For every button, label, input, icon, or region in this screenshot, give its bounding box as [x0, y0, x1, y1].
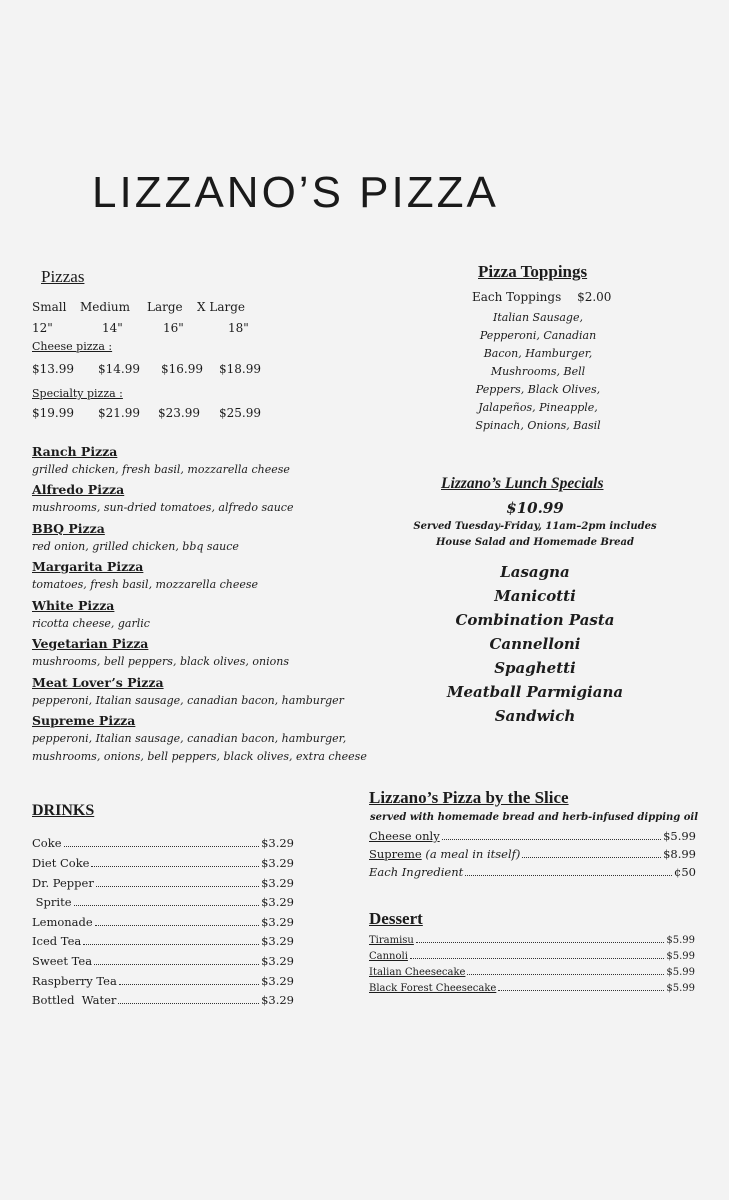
pizza-vegetarian-name: Vegetarian Pizza: [32, 636, 149, 651]
slice-name: Each Ingredient: [369, 865, 464, 879]
lunch-item: Lasagna: [500, 563, 570, 581]
dessert-price: $5.99: [666, 935, 695, 946]
drink-price: $3.29: [261, 993, 294, 1007]
lunch-price: $10.99: [506, 499, 564, 517]
list-item: [32, 876, 294, 890]
cheese-price-xlarge: $18.99: [219, 362, 261, 376]
each-topping-label: [472, 290, 611, 304]
specialty-price-medium: $21.99: [98, 406, 140, 420]
size-small: Small: [32, 300, 67, 314]
dessert-price: $5.99: [666, 967, 695, 978]
leader-dots: [74, 904, 260, 906]
slice-name: Cheese only: [369, 829, 440, 843]
pizza-supreme-name: Supreme Pizza: [32, 713, 136, 728]
drink-price: $3.29: [261, 934, 294, 948]
pizza-vegetarian-desc: mushrooms, bell peppers, black olives, onions: [32, 655, 289, 668]
slice-name: Supreme: [369, 847, 422, 861]
specialty-price-small: $19.99: [32, 406, 74, 420]
leader-dots: [119, 983, 259, 985]
dessert-name: Black Forest Cheesecake: [369, 983, 497, 994]
lunch-item: Meatball Parmigiana: [446, 683, 624, 701]
slice-price: ¢50: [674, 865, 696, 879]
lunch-heading: Lizzano’s Lunch Specials: [441, 475, 604, 492]
list-item: [369, 865, 696, 879]
dessert-name: Tiramisu: [369, 935, 414, 946]
dessert-price: $5.99: [666, 951, 695, 962]
slice-note: served with homemade bread and herb-infused dipping oil: [370, 812, 699, 823]
dessert-name: Italian Cheesecake: [369, 967, 466, 978]
pizza-ranch-desc: grilled chicken, fresh basil, mozzarella cheese: [32, 463, 290, 476]
pizza-alfredo-name: Alfredo Pizza: [32, 482, 125, 497]
topping-line: Mushrooms, Bell: [490, 365, 586, 378]
size-xlarge: X Large: [197, 300, 245, 314]
specialty-prices: [0, 406, 360, 422]
each-topping-text: Each Toppings: [472, 290, 562, 304]
list-item: [32, 836, 294, 850]
page-title: LIZZANO’S PIZZA: [92, 168, 499, 217]
dessert-heading: Dessert: [369, 909, 423, 928]
slice-extra: (a meal in itself): [421, 847, 521, 861]
leader-dots: [83, 943, 259, 945]
pizza-alfredo-desc: mushrooms, sun-dried tomatoes, alfredo sauce: [32, 501, 294, 514]
list-item: [369, 829, 696, 843]
lunch-note-2: House Salad and Homemade Bread: [435, 537, 635, 548]
list-item: [32, 934, 294, 948]
lunch-item: Sandwich: [494, 707, 576, 725]
drink-name: Sprite: [32, 895, 72, 909]
pizza-bbq-name: BBQ Pizza: [32, 521, 105, 536]
size-labels: [0, 300, 360, 316]
topping-line: Peppers, Black Olives,: [475, 383, 601, 396]
pizza-bbq-desc: red onion, grilled chicken, bbq sauce: [32, 540, 239, 553]
cheese-prices: [0, 362, 360, 378]
leader-dots: [94, 963, 259, 965]
list-item: [32, 974, 294, 988]
lunch-note-1: Served Tuesday-Friday, 11am–2pm includes: [413, 521, 657, 532]
leader-dots: [467, 973, 664, 975]
list-item: [369, 935, 695, 946]
drink-name: Lemonade: [32, 915, 93, 929]
list-item: [369, 951, 695, 962]
pizza-margarita-desc: tomatoes, fresh basil, mozzarella cheese: [32, 578, 259, 591]
leader-dots: [64, 845, 260, 847]
list-item: [369, 847, 696, 861]
toppings-heading: Pizza Toppings: [478, 262, 588, 281]
topping-line: Jalapeños, Pineapple,: [478, 401, 598, 414]
topping-line: Spinach, Onions, Basil: [475, 419, 601, 432]
leader-dots: [522, 856, 661, 858]
pizza-white-name: White Pizza: [32, 598, 115, 613]
lunch-item: Spaghetti: [494, 659, 576, 677]
drink-name: Bottled Water: [32, 993, 117, 1007]
list-item: [32, 915, 294, 929]
inch-16: 16": [163, 321, 184, 335]
leader-dots: [118, 1002, 259, 1004]
pizza-supreme-desc: pepperoni, Italian sausage, canadian bacon, hamburger,: [32, 732, 347, 745]
topping-line: Pepperoni, Canadian: [479, 329, 597, 342]
drink-name: Sweet Tea: [32, 954, 93, 968]
lunch-item: Combination Pasta: [455, 611, 615, 629]
drink-price: $3.29: [261, 974, 294, 988]
cheese-price-medium: $14.99: [98, 362, 140, 376]
slice-heading: Lizzano’s Pizza by the Slice: [369, 788, 569, 807]
leader-dots: [410, 957, 664, 959]
drink-price: $3.29: [261, 895, 294, 909]
drink-name: Coke: [32, 836, 62, 850]
list-item: [32, 856, 294, 870]
list-item: [32, 993, 294, 1007]
drink-price: $3.29: [261, 856, 294, 870]
topping-line: Bacon, Hamburger,: [483, 347, 593, 360]
leader-dots: [95, 924, 259, 926]
drink-name: Diet Coke: [32, 856, 90, 870]
pizza-margarita-name: Margarita Pizza: [32, 559, 144, 574]
drink-price: $3.29: [261, 876, 294, 890]
specialty-price-large: $23.99: [158, 406, 200, 420]
specialty-price-xlarge: $25.99: [219, 406, 261, 420]
cheese-pizza-label: Cheese pizza :: [32, 340, 113, 353]
topping-line: Italian Sausage,: [493, 311, 583, 324]
list-item: [369, 967, 695, 978]
leader-dots: [465, 874, 672, 876]
size-large: Large: [147, 300, 183, 314]
drink-name: Dr. Pepper: [32, 876, 94, 890]
cheese-price-small: $13.99: [32, 362, 74, 376]
drink-price: $3.29: [261, 836, 294, 850]
list-item: [32, 895, 294, 909]
drink-price: $3.29: [261, 915, 294, 929]
dessert-name: Cannoli: [369, 951, 408, 962]
leader-dots: [498, 989, 664, 991]
drink-name: Iced Tea: [32, 934, 82, 948]
leader-dots: [442, 838, 661, 840]
pizza-meat-lovers-name: Meat Lover’s Pizza: [32, 675, 164, 690]
leader-dots: [96, 885, 259, 887]
leader-dots: [416, 941, 664, 943]
inch-14: 14": [102, 321, 123, 335]
inch-18: 18": [228, 321, 249, 335]
cheese-price-large: $16.99: [161, 362, 203, 376]
lunch-item: Cannelloni: [489, 635, 581, 653]
slice-price: $8.99: [663, 847, 696, 861]
each-topping-price: $2.00: [577, 290, 612, 304]
pizza-supreme-desc-2: mushrooms, onions, bell peppers, black olives, extra cheese: [32, 750, 367, 763]
drink-price: $3.29: [261, 954, 294, 968]
toppings-list: [463, 309, 613, 435]
pizzas-heading: Pizzas: [41, 267, 85, 286]
inch-12: 12": [32, 321, 53, 335]
size-inches: [0, 321, 360, 337]
drink-name: Raspberry Tea: [32, 974, 117, 988]
pizza-white-desc: ricotta cheese, garlic: [32, 617, 150, 630]
leader-dots: [91, 865, 259, 867]
lunch-item: Manicotti: [494, 587, 576, 605]
slice-price: $5.99: [663, 829, 696, 843]
dessert-price: $5.99: [666, 983, 695, 994]
drinks-heading: DRINKS: [32, 802, 95, 819]
pizza-meat-lovers-desc: pepperoni, Italian sausage, canadian bacon, hamburger: [32, 694, 344, 707]
size-medium: Medium: [80, 300, 131, 314]
pizza-ranch-name: Ranch Pizza: [32, 444, 118, 459]
specialty-pizza-label: Specialty pizza :: [32, 387, 123, 400]
list-item: [32, 954, 294, 968]
list-item: [369, 983, 695, 994]
